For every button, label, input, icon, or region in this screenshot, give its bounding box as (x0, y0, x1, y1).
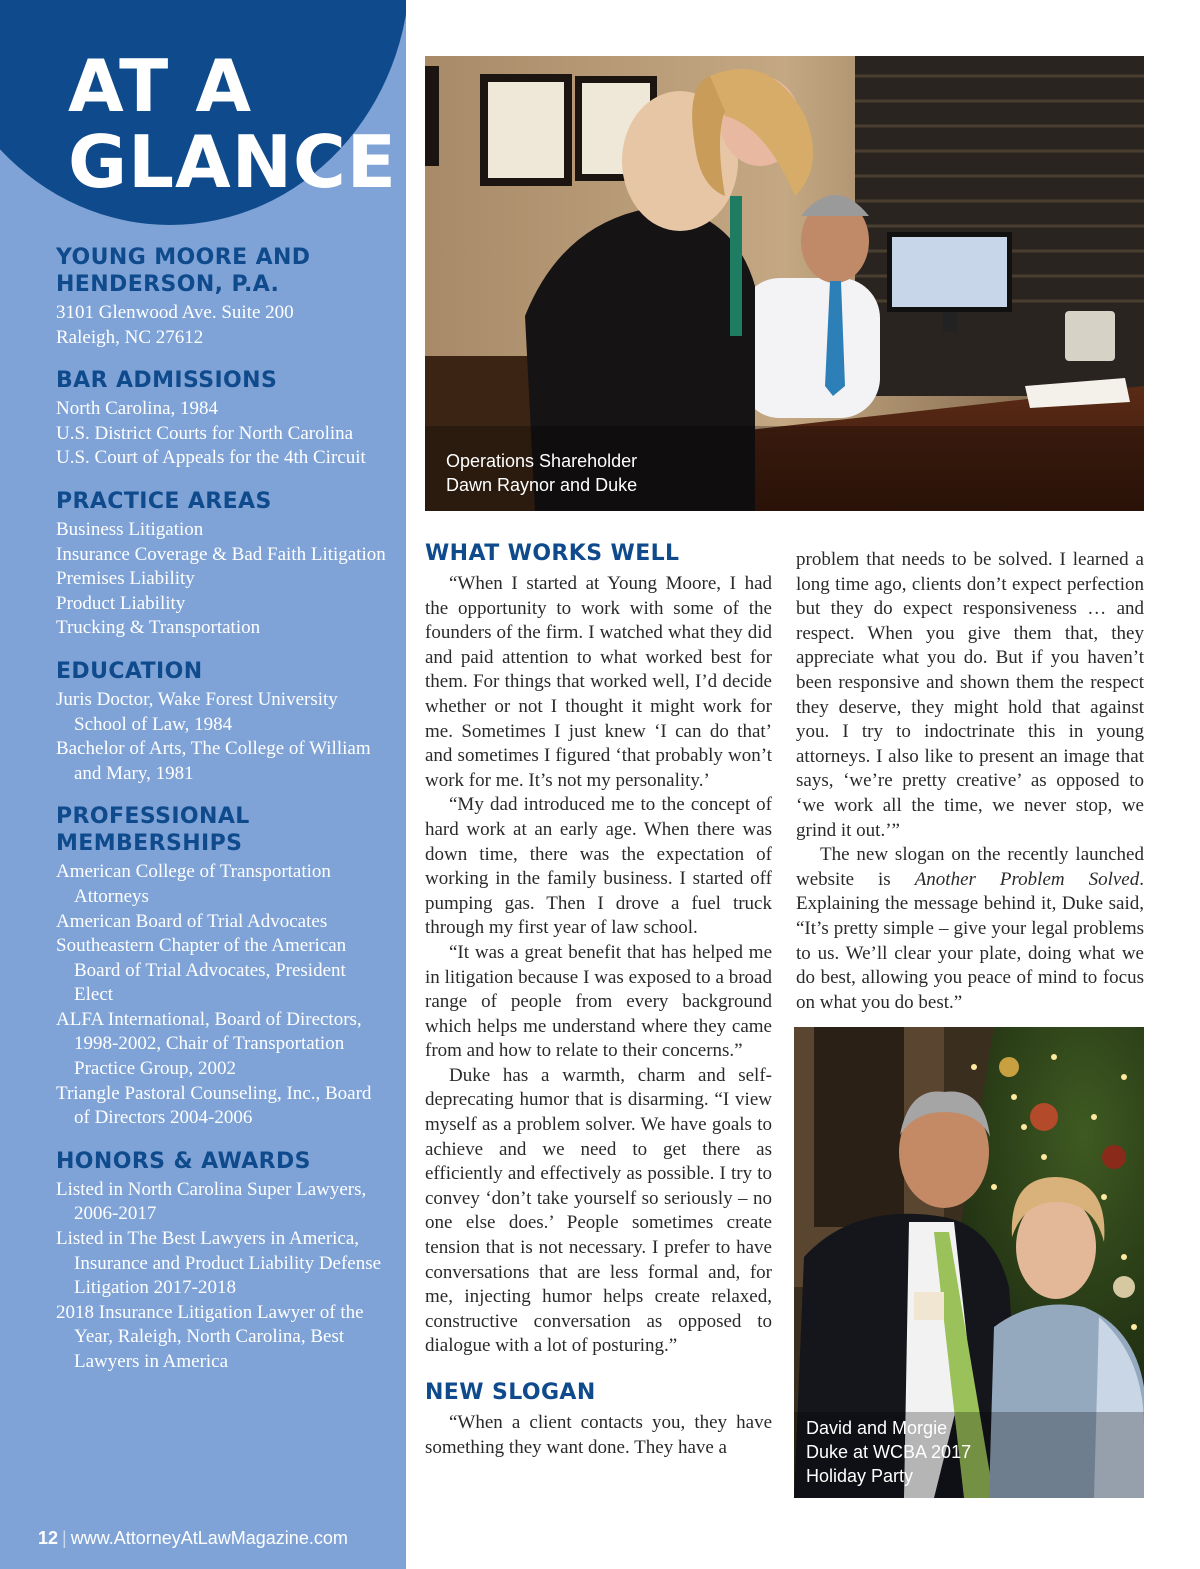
paragraph: “When I started at Young Moore, I had the opportunity to work with some of the founders of the firm. I watched what they did and paid attention to what worked best for them. For things that worked well, I’d decide whether or not I thought it might work for me. Sometimes I just knew ‘I can do that’ and sometimes I figured ‘that probably won’t work for me. It’s not my personality.’ (425, 573, 772, 791)
list-item: Bachelor of Arts, The College of William and Mary, 1981 (56, 738, 371, 784)
list-item: Premises Liability (56, 568, 195, 590)
holiday-party-caption (806, 1416, 971, 1488)
section-heading-what-works-well: WHAT WORKS WELL (425, 541, 680, 566)
footer-separator: | (62, 1528, 67, 1548)
practice-areas-list (56, 518, 386, 641)
list-item: ALFA International, Board of Directors, 1998-2002, Chair of Transportation Practice Group, 2002 (56, 1008, 362, 1080)
list-item: Product Liability (56, 592, 186, 614)
slogan-text: Another Problem Solved (914, 868, 1140, 890)
caption-line-2: Duke at WCBA 2017 (806, 1442, 972, 1462)
education-list (56, 688, 386, 786)
honors-list (56, 1178, 386, 1375)
caption-line-3: Holiday Party (806, 1466, 914, 1486)
practice-areas-heading: PRACTICE AREAS (56, 488, 272, 514)
honors-heading: HONORS & AWARDS (56, 1148, 311, 1174)
address-line-1: 3101 Glenwood Ave. Suite 200 (56, 302, 294, 323)
sidebar-content (56, 244, 386, 1392)
office-photo (425, 56, 1144, 511)
bar-admissions-list (56, 397, 386, 471)
office-photo-caption (446, 449, 637, 497)
firm-address (56, 301, 386, 350)
list-item: Juris Doctor, Wake Forest University School of Law, 1984 (56, 688, 338, 735)
paragraph (796, 843, 1144, 1015)
holiday-party-photo (794, 1027, 1144, 1498)
page-number: 12 (38, 1528, 59, 1548)
sidebar-title (68, 44, 397, 204)
list-item: U.S. Court of Appeals for the 4th Circuit (56, 447, 366, 469)
list-item: Insurance Coverage & Bad Faith Litigation (56, 543, 386, 565)
firm-name (56, 244, 386, 298)
bar-admissions-heading: BAR ADMISSIONS (56, 368, 278, 394)
website-link[interactable]: www.AttorneyAtLawMagazine.com (70, 1528, 348, 1548)
list-item: American College of Transportation Attorneys (56, 861, 331, 907)
education-heading: EDUCATION (56, 658, 203, 684)
paragraph: “It was a great benefit that has helped me in litigation because I was exposed to a broad range of people from every background which helps me understand where they came from and how to relate to their concerns.” (425, 941, 772, 1062)
list-item: 2018 Insurance Litigation Lawyer of the Year, Raleigh, North Carolina, Best Lawyers in America (56, 1301, 364, 1372)
list-item: U.S. District Courts for North Carolina (56, 422, 354, 444)
address-line-2: Raleigh, NC 27612 (56, 326, 204, 348)
office-photo-illustration (425, 56, 1144, 511)
list-item: Listed in The Best Lawyers in America, Insurance and Product Liability Defense Litigation 2017-2018 (56, 1228, 382, 1299)
title-line-1: AT A (68, 44, 253, 128)
caption-line-1: Operations Shareholder (446, 451, 638, 471)
firm-name-line-2: HENDERSON, P.A. (56, 272, 280, 297)
at-a-glance-sidebar (0, 0, 406, 1569)
firm-name-line-1: YOUNG MOORE AND (56, 245, 311, 270)
paragraph: Duke has a warmth, charm and self-deprecating humor that is disarming. “I view myself as a problem solver. We have goals to achieve and we need to get there as efficiently and effectively as possible. I try to convey ‘don’t take yourself so seriously – no one else does.’ People sometimes create tension that is not necessary. I prefer to have conversations that are less formal and, for me, injecting humor helps create relaxed, constructive conversation as opposed to dialogue with a lot of posturing.” (425, 1064, 772, 1357)
memberships-heading-line-1: PROFESSIONAL (56, 804, 250, 830)
page-footer (38, 1528, 348, 1549)
list-item: Listed in North Carolina Super Lawyers, 2006-2017 (56, 1178, 367, 1225)
memberships-heading-line-2: MEMBERSHIPS (56, 831, 243, 857)
section-heading-new-slogan: NEW SLOGAN (425, 1380, 596, 1405)
list-item: American Board of Trial Advocates (56, 910, 328, 932)
list-item: Trucking & Transportation (56, 617, 261, 639)
paragraph-text: The new slogan on the recently launched website is (796, 844, 1144, 890)
title-line-2: GLANCE (68, 120, 397, 204)
paragraph: “When a client contacts you, they have something they want done. They have a (425, 1412, 772, 1458)
article-column-2 (796, 548, 1144, 1015)
list-item: Triangle Pastoral Counseling, Inc., Board of Directors 2004-2006 (56, 1082, 372, 1129)
paragraph: problem that needs to be solved. I learned a long time ago, clients don’t expect perfection but they do expect responsiveness … and respect. When you give them that, they appreciate what you do. But if you haven’t been responsive and shown them the respect they deserve, they might hold that against you. I try to indoctrinate this in young attorneys. I also like to present an image that says, ‘we’re pretty creative’ as opposed to ‘we work all the time, we never stop, we grind it out.’” (796, 549, 1144, 841)
memberships-heading (56, 803, 386, 857)
caption-line-1: David and Morgie (806, 1418, 948, 1438)
article-column-1 (425, 540, 772, 1460)
list-item: Business Litigation (56, 518, 204, 540)
memberships-list (56, 860, 386, 1131)
paragraph: “My dad introduced me to the concept of hard work at an early age. When there was down time, there was the expectation of working in the family business. I started off pumping gas. Then I drove a fuel truck through my first year of law school. (425, 794, 772, 939)
list-item: North Carolina, 1984 (56, 398, 219, 420)
caption-line-2: Dawn Raynor and Duke (446, 475, 638, 495)
paragraph-text: . Explaining the message behind it, Duke said, “It’s pretty simple – give your legal problems to us. We’ll clear your plate, doing what we do best, allowing you peace of mind to focus on what you do best.” (796, 868, 1144, 1013)
list-item: Southeastern Chapter of the American Board of Trial Advocates, President Elect (56, 935, 347, 1006)
